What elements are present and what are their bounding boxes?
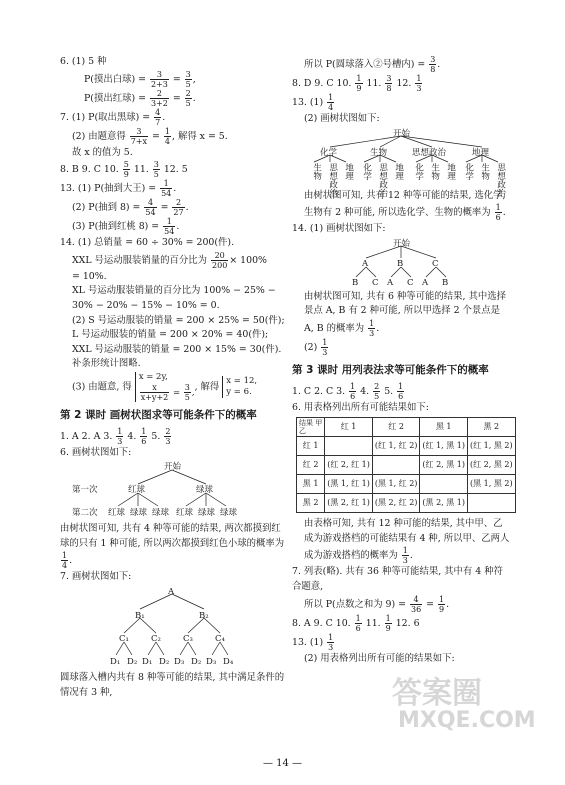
answer-14-1-explanation: 由树状图可知, 共有 6 种等可能的结果, 其中选择景点 A, B 有 2 种可能, 所以甲选择 2 个景点是 A, B 的概率为 $\frac{1}{3}$ . bbox=[304, 290, 506, 338]
lesson2-answers-1-5: 1. A 2. A 3. $\frac{1}{3}$ 4. $\frac{1}{6}$ 5. $\frac{2}{3}$ bbox=[60, 426, 171, 446]
table-cell: (红 1, 黑 1) bbox=[420, 437, 468, 456]
table-cell: (黑 2, 红 1) bbox=[325, 494, 373, 513]
tree-leaf: B bbox=[442, 277, 449, 288]
table-corner: 结果 甲 乙 bbox=[297, 418, 325, 437]
answer-13-1: 13. (1) P(抽到大王) = $\frac{1}{54}$ . bbox=[60, 179, 177, 199]
tree-leaf: A bbox=[387, 277, 394, 288]
table-cell: (黑 2, 黑 1) bbox=[420, 494, 468, 513]
table-row-header: 红 1 bbox=[297, 437, 325, 456]
tree-leaf: 地理 bbox=[343, 162, 354, 180]
tree-level-1-label: 第一次 bbox=[72, 485, 98, 496]
answer-13-3: (3) P(抽到红桃 8) = $\frac{1}{54}$ . bbox=[72, 217, 180, 237]
tree-leaf: D₁ bbox=[142, 656, 153, 667]
tree-diagram-subjects bbox=[292, 127, 510, 197]
tree-leaf: D₂ bbox=[127, 656, 138, 667]
table-cell: (红 2, 红 1) bbox=[325, 456, 373, 475]
tree-leaf: D₃ bbox=[174, 656, 185, 667]
tree-node: C₁ bbox=[119, 633, 129, 644]
tree-diagram-scenic-spots bbox=[292, 237, 510, 287]
answer-7-1: 7. (1) P(取出黑球) = $\frac{4}{7}$ . bbox=[60, 107, 166, 127]
tree-leaf: D₄ bbox=[223, 656, 234, 667]
lesson2-answer-7-explanation: 圆球落入槽内共有 8 种等可能的结果, 其中满足条件的情况有 3 种, bbox=[60, 671, 285, 698]
tree-leaf: D₁ bbox=[110, 656, 121, 667]
table-cell: (红 1, 黑 2) bbox=[468, 437, 516, 456]
answer-14-1: 14. (1) 总销量 = 60 ÷ 30% = 200(件). bbox=[60, 237, 235, 249]
tree-leaf: A bbox=[422, 277, 429, 288]
table-cell: (黑 1, 红 2) bbox=[372, 475, 420, 494]
tree-node: 地理 bbox=[472, 147, 490, 158]
lesson3-answers-8-12: 8. A 9. C 10. $\frac{1}{6}$ 11. $\frac{1}{9}$ 12. 6 bbox=[292, 613, 420, 633]
tree-node-green: 绿球 bbox=[196, 485, 214, 496]
tree-leaf: C bbox=[407, 277, 414, 288]
answer-13-1-right: 13. (1) $\frac{1}{4}$ bbox=[292, 93, 334, 112]
table-cell: (黑 1, 红 1) bbox=[325, 475, 373, 494]
tree-diagram-balls bbox=[60, 460, 285, 518]
answer-7-conclusion: 故 x 的值为 5. bbox=[72, 146, 133, 158]
answers-8-12-right: 8. D 9. C 10. $\frac{1}{9}$ 11. $\frac{3}{8}$ 12. $\frac{1}{3}$ bbox=[292, 74, 422, 93]
tree-node: 思想政治 bbox=[412, 147, 447, 158]
tree-leaf: 思想政治 bbox=[377, 162, 388, 197]
answer-14-2-s: (2) S 号运动服装的销量 = 200 × 25% = 50(件); bbox=[72, 314, 285, 326]
tree-root: A bbox=[168, 586, 175, 597]
tree-leaf: 红球 bbox=[108, 508, 126, 519]
table-row-header: 黑 2 bbox=[297, 494, 325, 513]
table-cell: (红 2, 黑 2) bbox=[468, 456, 516, 475]
tree-leaf: 绿球 bbox=[152, 508, 170, 519]
table-col-header: 黑 2 bbox=[468, 418, 516, 437]
tree-leaf: 绿球 bbox=[220, 508, 238, 519]
tree-leaf: 地理 bbox=[393, 162, 404, 180]
table-cell: (黑 1, 黑 2) bbox=[468, 475, 516, 494]
lesson3-answer-13-1: 13. (1) $\frac{1}{3}$ bbox=[292, 632, 334, 652]
answer-14-2-chart: 补条形统计图略. bbox=[72, 358, 141, 370]
answer-13-2-explanation: 由树状图可知, 共有 12 种等可能的结果, 选化学, 生物有 2 种可能, 所以选化学、生物的概率为 $\frac{1}{6}$ . bbox=[304, 189, 506, 223]
left-column bbox=[60, 55, 285, 700]
section-heading-lesson-3: 第 3 课时 用列表法求等可能条件下的概率 bbox=[292, 363, 489, 376]
table-cell bbox=[325, 437, 373, 456]
result-table bbox=[296, 417, 516, 513]
tree-node: A bbox=[362, 258, 369, 269]
table-col-header: 红 2 bbox=[372, 418, 420, 437]
tree-leaf: 思想政治 bbox=[495, 162, 506, 197]
tree-node: 化学 bbox=[320, 147, 338, 158]
section-heading-lesson-2: 第 2 课时 画树状图求等可能条件下的概率 bbox=[60, 408, 257, 421]
lesson2-answer-6: 6. 画树状图如下: bbox=[60, 446, 132, 458]
lesson2-answer-7: 7. 画树状图如下: bbox=[60, 571, 132, 583]
tree-node: B bbox=[397, 258, 404, 269]
tree-leaf: 地理 bbox=[445, 162, 456, 180]
table-cell bbox=[468, 494, 516, 513]
table-row-header: 黑 1 bbox=[297, 475, 325, 494]
tree-level-2-label: 第二次 bbox=[72, 508, 98, 519]
tree-leaf: 生物 bbox=[479, 162, 490, 180]
table-cell bbox=[420, 475, 468, 494]
table-row-header: 红 2 bbox=[297, 456, 325, 475]
tree-leaf: 生物 bbox=[311, 162, 322, 180]
table-row bbox=[297, 475, 516, 494]
answer-14-2-xxl: XXL 号运动服装的销量 = 200 × 15% = 30(件). bbox=[72, 343, 282, 355]
tree-root: 开始 bbox=[164, 462, 182, 473]
tree-node-red: 红球 bbox=[128, 485, 146, 496]
tree-root: 开始 bbox=[393, 238, 411, 249]
lesson2-answer-6-explanation: 由树状图可知, 共有 4 种等可能的结果, 两次都摸到红球的只有 1 种可能, 所以两次都摸到红色小球的概率为 $\frac{1}{4}$ . bbox=[60, 523, 285, 571]
tree-leaf: D₂ bbox=[159, 656, 170, 667]
tree-leaf: 绿球 bbox=[130, 508, 148, 519]
answer-14-3: (3) 由题意, 得 x = 2y, $\frac{x}{x+y+2}$ = $\frac{3}{5}$ ,, 解得 x = 12, y = 6. bbox=[72, 371, 258, 402]
answer-7-2: (2) 由题意得 $\frac{3}{7+x}$ = $\frac{1}{4}$ , 解得 x = 5. bbox=[72, 126, 228, 146]
answer-6-red: P(摸出红球) = $\frac{2}{3+2}$ = $\frac{2}{5}$ . bbox=[84, 88, 196, 108]
lesson3-answer-13-2: (2) 用表格列出所有可能的结果如下: bbox=[304, 652, 455, 664]
table-row bbox=[297, 437, 516, 456]
tree-leaf: 思想政治 bbox=[327, 162, 338, 197]
lesson3-answers-1-5: 1. C 2. C 3. $\frac{1}{6}$ 4. $\frac{2}{5}$ 5. $\frac{1}{6}$ bbox=[292, 381, 404, 401]
table-row bbox=[297, 494, 516, 513]
answer-13-2: (2) P(抽到 8) = $\frac{4}{54}$ = $\frac{2}{27}$ . bbox=[72, 198, 189, 218]
tree-leaf: 红球 bbox=[176, 508, 194, 519]
page-number: — 14 — bbox=[262, 758, 303, 769]
tree-node: B₁ bbox=[135, 610, 145, 621]
answer-6-1: 6. (1) 5 种 bbox=[60, 56, 107, 67]
tree-leaf: 生物 bbox=[429, 162, 440, 180]
table-header-row bbox=[297, 418, 516, 437]
answer-6-white: P(摸出白球) = $\frac{3}{2+3}$ = $\frac{3}{5}$ , bbox=[84, 69, 196, 89]
table-cell: (黑 2, 红 2) bbox=[372, 494, 420, 513]
tree-leaf: D₂ bbox=[191, 656, 202, 667]
tree-node: C bbox=[432, 258, 439, 269]
table-cell bbox=[372, 456, 420, 475]
tree-leaf: 化学 bbox=[463, 162, 474, 180]
table-cell: (红 1, 红 2) bbox=[372, 437, 420, 456]
answer-7-conclusion-right: 所以 P(圆球落入②号槽内) = $\frac{3}{8}$ . bbox=[304, 55, 441, 74]
lesson3-answer-6-explanation: 由表格可知, 共有 12 种可能的结果, 其中甲、乙成为游戏搭档的可能结果有 4 种, 所以甲、乙两人成为游戏搭档的概率为 $\frac{1}{3}$ . bbox=[304, 518, 510, 566]
tree-leaf: C bbox=[372, 277, 379, 288]
tree-leaf: B bbox=[352, 277, 359, 288]
answer-14-xxl: XXL 号运动服装销量的百分比为 $\frac{20}{200}$ × 100% bbox=[72, 250, 267, 270]
tree-node: C₄ bbox=[215, 633, 225, 644]
answer-14-1-right: 14. (1) 画树状图如下: bbox=[292, 223, 386, 235]
tree-node: 生物 bbox=[370, 147, 388, 158]
answer-13-2-right: (2) 画树状图如下: bbox=[304, 113, 380, 124]
tree-node: C₃ bbox=[183, 633, 193, 644]
lesson3-answer-6: 6. 用表格列出所有可能结果如下: bbox=[292, 401, 429, 413]
answer-14-xxl-result: = 10%. bbox=[72, 270, 107, 282]
answer-14-2-right: (2) $\frac{1}{3}$ bbox=[304, 337, 328, 357]
table-cell: (红 2, 黑 1) bbox=[420, 456, 468, 475]
tree-leaf: 绿球 bbox=[198, 508, 216, 519]
answer-14-xl-cont: 30% − 20% − 15% − 10% = 0. bbox=[72, 299, 220, 311]
answer-14-xl: XL 号运动服装销量的百分比为 100% − 25% − bbox=[72, 285, 276, 297]
tree-leaf: 化学 bbox=[413, 162, 424, 180]
tree-root: 开始 bbox=[393, 128, 411, 139]
table-row bbox=[297, 456, 516, 475]
answers-8-12: 8. B 9. C 10. $\frac{5}{9}$ 11. $\frac{3}{5}$ 12. 5 bbox=[60, 160, 188, 180]
watermark-site: MXQE.COM bbox=[398, 708, 536, 733]
tree-node: B₂ bbox=[199, 610, 209, 621]
tree-leaf: 化学 bbox=[361, 162, 372, 180]
table-col-header: 黑 1 bbox=[420, 418, 468, 437]
right-column bbox=[292, 55, 513, 666]
lesson3-answer-7: 7. 列表(略). 共有 36 种等可能结果, 其中有 4 种符合题意, bbox=[292, 566, 503, 592]
table-col-header: 红 1 bbox=[325, 418, 373, 437]
tree-node: C₂ bbox=[151, 633, 161, 644]
answer-14-2-l: L 号运动服装的销量 = 200 × 20% = 40(件); bbox=[72, 329, 269, 341]
lesson3-answer-7-prob: 所以 P(点数之和为 9) = $\frac{4}{36}$ = $\frac{1}{9}$ . bbox=[304, 594, 450, 614]
watermark-brand: 答案圈 bbox=[392, 676, 482, 711]
tree-diagram-slots bbox=[60, 585, 285, 667]
tree-leaf: D₃ bbox=[206, 656, 217, 667]
